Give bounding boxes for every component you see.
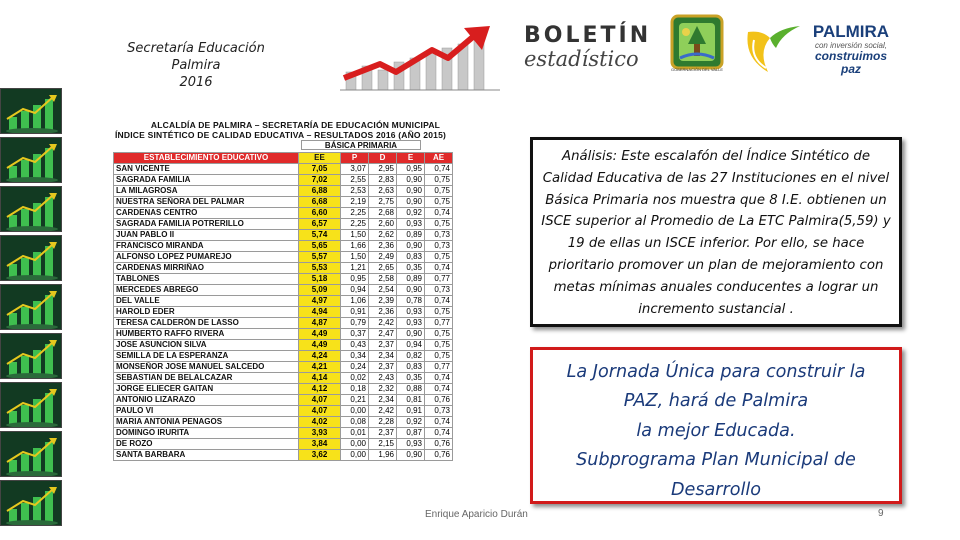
table-cell: 1,66	[341, 241, 369, 252]
table-row	[114, 428, 453, 439]
table-title: ALCALDÍA DE PALMIRA – SECRETARÍA DE EDUCACIÓN MUNICIPAL	[150, 120, 441, 130]
table-cell: 1,50	[341, 252, 369, 263]
table-cell: 2,15	[369, 439, 397, 450]
table-cell: 0,77	[425, 274, 453, 285]
jornada-line-4: Subprograma Plan Municipal de	[576, 450, 856, 471]
table-cell: 0,90	[397, 197, 425, 208]
ranking-table	[113, 152, 453, 461]
table-cell: 0,83	[397, 252, 425, 263]
table-cell: 2,53	[341, 186, 369, 197]
table-row	[114, 439, 453, 450]
table-cell: 2,34	[369, 395, 397, 406]
table-cell: 2,28	[369, 417, 397, 428]
column-header: E	[397, 153, 425, 164]
boletin-subtitle: estadístico	[524, 47, 639, 71]
table-cell: 0,75	[425, 340, 453, 351]
table-cell: 0,75	[425, 252, 453, 263]
table-cell: 0,89	[397, 274, 425, 285]
table-cell: 0,73	[425, 241, 453, 252]
table-cell: 2,25	[341, 219, 369, 230]
table-cell: 2,75	[369, 197, 397, 208]
table-cell: 0,92	[397, 208, 425, 219]
table-cell: 0,73	[425, 230, 453, 241]
table-row	[114, 406, 453, 417]
table-cell: 5,65	[299, 241, 341, 252]
table-cell: 0,79	[341, 318, 369, 329]
table-cell: 1,96	[369, 450, 397, 461]
column-header: EE	[299, 153, 341, 164]
table-cell: 4,07	[299, 395, 341, 406]
column-header: P	[341, 153, 369, 164]
table-cell: 0,90	[397, 450, 425, 461]
institution-name: SAGRADA FAMILIA	[114, 175, 299, 186]
table-cell: 0,88	[397, 384, 425, 395]
institution-name: HUMBERTO RAFFO RIVERA	[114, 329, 299, 340]
table-cell: 0,35	[397, 263, 425, 274]
table-cell: 0,95	[341, 274, 369, 285]
institution-name: CARDENAS MIRRIÑAO	[114, 263, 299, 274]
institution-name: DOMINGO IRURITA	[114, 428, 299, 439]
table-cell: 0,90	[397, 329, 425, 340]
table-cell: 0,91	[397, 406, 425, 417]
table-cell: 2,54	[369, 285, 397, 296]
table-cell: 2,32	[369, 384, 397, 395]
table-cell: 2,62	[369, 230, 397, 241]
table-cell: 0,74	[425, 263, 453, 274]
table-cell: 0,73	[425, 285, 453, 296]
table-row	[114, 351, 453, 362]
table-cell: 2,55	[341, 175, 369, 186]
table-cell: 1,21	[341, 263, 369, 274]
table-cell: 2,19	[341, 197, 369, 208]
table-cell: 2,39	[369, 296, 397, 307]
table-cell: 0,87	[397, 428, 425, 439]
table-cell: 4,14	[299, 373, 341, 384]
palmira-name: PALMIRA	[812, 22, 890, 41]
bar-chart-thumbnail-icon	[0, 235, 62, 281]
table-cell: 0,75	[425, 175, 453, 186]
table-cell: 0,00	[341, 406, 369, 417]
table-cell: 0,74	[425, 208, 453, 219]
institution-name: SAGRADA FAMILIA POTRERILLO	[114, 219, 299, 230]
table-cell: 0,00	[341, 439, 369, 450]
institution-name: SANTA BARBARA	[114, 450, 299, 461]
institution-name: JOSE ASUNCION SILVA	[114, 340, 299, 351]
table-row	[114, 296, 453, 307]
table-cell: 0,93	[397, 219, 425, 230]
header-line-2: Palmira	[171, 58, 221, 73]
table-row	[114, 285, 453, 296]
table-row	[114, 384, 453, 395]
table-cell: 4,87	[299, 318, 341, 329]
table-cell: 2,34	[369, 351, 397, 362]
jornada-line-1: La Jornada Única para construir la	[566, 362, 866, 382]
table-cell: 0,43	[341, 340, 369, 351]
table-row	[114, 274, 453, 285]
bar-chart-thumbnail-icon	[0, 382, 62, 428]
institution-name: TABLONES	[114, 274, 299, 285]
table-row	[114, 329, 453, 340]
table-cell: 5,53	[299, 263, 341, 274]
page-number: 9	[878, 508, 884, 519]
analysis-box: Análisis: Este escalafón del Índice Sintético de Calidad Educativa de las 27 Instituciones en el nivel Básica Primaria nos muestra que 8 I.E. obtienen un ISCE superior al Promedio de La ETC Palmira(5,59) y 19 de ellas un ISCE inferior. Por ello, se hace prioritario promover un plan de mejoramiento con metas mínimas anuales conducentes a lograr un incremento sustancial .	[530, 137, 902, 327]
table-cell: 0,91	[341, 307, 369, 318]
table-cell: 0,76	[425, 450, 453, 461]
table-cell: 4,49	[299, 340, 341, 351]
column-header: ESTABLECIMIENTO EDUCATIVO	[114, 153, 299, 164]
bar-chart-thumbnail-icon	[0, 480, 62, 526]
growth-arrow-icon	[340, 22, 500, 92]
table-cell: 2,36	[369, 241, 397, 252]
isce-ranking-table	[113, 120, 478, 492]
table-row	[114, 241, 453, 252]
table-cell: 0,74	[425, 417, 453, 428]
table-cell: 2,47	[369, 329, 397, 340]
table-cell: 2,42	[369, 318, 397, 329]
header-line-3: 2016	[179, 75, 213, 90]
column-header: AE	[425, 153, 453, 164]
table-cell: 5,57	[299, 252, 341, 263]
header-line-1: Secretaría Educación	[127, 41, 265, 56]
institution-name: MERCEDES ABREGO	[114, 285, 299, 296]
table-row	[114, 197, 453, 208]
table-cell: 6,60	[299, 208, 341, 219]
bar-chart-thumbnail-icon	[0, 431, 62, 477]
table-cell: 6,57	[299, 219, 341, 230]
table-row	[114, 252, 453, 263]
table-cell: 0,75	[425, 197, 453, 208]
table-cell: 0,93	[397, 318, 425, 329]
institution-name: HAROLD EDER	[114, 307, 299, 318]
institution-name: MARIA ANTONIA PENAGOS	[114, 417, 299, 428]
institution-name: SEMILLA DE LA ESPERANZA	[114, 351, 299, 362]
jornada-line-5: Desarrollo	[670, 479, 762, 500]
table-cell: 2,42	[369, 406, 397, 417]
table-cell: 0,18	[341, 384, 369, 395]
table-cell: 2,43	[369, 373, 397, 384]
palmira-logo-text	[807, 23, 895, 76]
table-cell: 2,60	[369, 219, 397, 230]
table-cell: 2,37	[369, 428, 397, 439]
table-row	[114, 186, 453, 197]
table-cell: 4,07	[299, 406, 341, 417]
institution-name: SEBASTIAN DE BELALCAZAR	[114, 373, 299, 384]
institution-name: DE ROZO	[114, 439, 299, 450]
column-header: D	[369, 153, 397, 164]
table-cell: 0,77	[425, 318, 453, 329]
jornada-line-2: PAZ, hará de Palmira	[623, 391, 809, 412]
table-cell: 3,93	[299, 428, 341, 439]
table-cell: 2,25	[341, 208, 369, 219]
palmira-tagline: con inversión social,	[814, 41, 888, 50]
table-cell: 0,90	[397, 186, 425, 197]
table-cell: 0,83	[397, 362, 425, 373]
section-label: BÁSICA PRIMARIA	[301, 140, 421, 150]
bar-chart-thumbnail-icon	[0, 284, 62, 330]
table-cell: 0,78	[397, 296, 425, 307]
table-row	[114, 362, 453, 373]
institution-name: JORGE ELIECER GAITAN	[114, 384, 299, 395]
institution-name: CARDENAS CENTRO	[114, 208, 299, 219]
table-cell: 3,07	[341, 164, 369, 175]
table-cell: 2,65	[369, 263, 397, 274]
table-cell: 2,58	[369, 274, 397, 285]
table-row	[114, 450, 453, 461]
table-cell: 0,02	[341, 373, 369, 384]
header-title	[118, 40, 274, 91]
table-cell: 7,05	[299, 164, 341, 175]
chart-thumbnail-strip	[0, 88, 62, 529]
table-cell: 0,90	[397, 241, 425, 252]
table-cell: 0,37	[341, 329, 369, 340]
table-cell: 0,01	[341, 428, 369, 439]
institution-name: JUAN PABLO II	[114, 230, 299, 241]
palmira-slogan: construimos paz	[814, 49, 887, 76]
institution-name: LA MILAGROSA	[114, 186, 299, 197]
table-header-row	[114, 153, 453, 164]
table-cell: 0,77	[425, 362, 453, 373]
institution-name: TERESA CALDERÓN DE LASSO	[114, 318, 299, 329]
table-cell: 0,75	[425, 186, 453, 197]
table-cell: 0,76	[425, 395, 453, 406]
table-cell: 0,95	[397, 164, 425, 175]
jornada-line-3: la mejor Educada.	[636, 420, 796, 441]
table-cell: 0,73	[425, 406, 453, 417]
table-cell: 2,63	[369, 186, 397, 197]
table-cell: 0,08	[341, 417, 369, 428]
table-cell: 5,74	[299, 230, 341, 241]
table-row	[114, 164, 453, 175]
table-cell: 0,74	[425, 164, 453, 175]
table-cell: 6,68	[299, 197, 341, 208]
bar-chart-thumbnail-icon	[0, 186, 62, 232]
table-row	[114, 263, 453, 274]
table-cell: 0,93	[397, 439, 425, 450]
table-cell: 0,75	[425, 329, 453, 340]
table-cell: 0,82	[397, 351, 425, 362]
table-cell: 1,50	[341, 230, 369, 241]
table-cell: 4,94	[299, 307, 341, 318]
table-cell: 0,74	[425, 296, 453, 307]
table-cell: 0,75	[425, 307, 453, 318]
table-row	[114, 395, 453, 406]
table-row	[114, 307, 453, 318]
table-cell: 6,88	[299, 186, 341, 197]
table-cell: 0,75	[425, 219, 453, 230]
table-cell: 2,36	[369, 307, 397, 318]
table-cell: 2,37	[369, 340, 397, 351]
table-cell: 0,94	[341, 285, 369, 296]
table-cell: 0,94	[397, 340, 425, 351]
table-row	[114, 175, 453, 186]
table-cell: 0,74	[425, 428, 453, 439]
table-cell: 4,97	[299, 296, 341, 307]
table-cell: 4,12	[299, 384, 341, 395]
bar-chart-thumbnail-icon	[0, 137, 62, 183]
institution-name: MONSEÑOR JOSE MANUEL SALCEDO	[114, 362, 299, 373]
table-row	[114, 340, 453, 351]
table-cell: 2,37	[369, 362, 397, 373]
table-cell: 0,00	[341, 450, 369, 461]
institution-name: SAN VICENTE	[114, 164, 299, 175]
table-cell: 3,62	[299, 450, 341, 461]
boletin-logo	[524, 23, 652, 71]
table-cell: 0,74	[425, 384, 453, 395]
table-row	[114, 373, 453, 384]
table-cell: 5,09	[299, 285, 341, 296]
table-cell: 0,21	[341, 395, 369, 406]
table-cell: 0,24	[341, 362, 369, 373]
jornada-unica-box	[530, 347, 902, 504]
table-subtitle: ÍNDICE SINTÉTICO DE CALIDAD EDUCATIVA – RESULTADOS 2016 (AÑO 2015)	[115, 130, 447, 140]
institution-name: FRANCISCO MIRANDA	[114, 241, 299, 252]
table-row	[114, 219, 453, 230]
table-cell: 2,83	[369, 175, 397, 186]
table-row	[114, 230, 453, 241]
bar-chart-thumbnail-icon	[0, 333, 62, 379]
table-cell: 5,18	[299, 274, 341, 285]
table-cell: 0,92	[397, 417, 425, 428]
table-cell: 0,90	[397, 175, 425, 186]
table-cell: 4,21	[299, 362, 341, 373]
table-cell: 0,90	[397, 285, 425, 296]
footer-author: Enrique Aparicio Durán	[425, 509, 528, 520]
institution-name: ANTONIO LIZARAZO	[114, 395, 299, 406]
institution-name: DEL VALLE	[114, 296, 299, 307]
table-cell: 1,06	[341, 296, 369, 307]
table-cell: 0,34	[341, 351, 369, 362]
table-cell: 2,49	[369, 252, 397, 263]
crest-label: GOBERNACIÓN DEL VALLE	[670, 67, 723, 72]
table-cell: 4,02	[299, 417, 341, 428]
institution-name: ALFONSO LOPEZ PUMAREJO	[114, 252, 299, 263]
table-cell: 3,84	[299, 439, 341, 450]
table-cell: 0,75	[425, 351, 453, 362]
table-cell: 0,76	[425, 439, 453, 450]
table-cell: 0,89	[397, 230, 425, 241]
institution-name: PAULO VI	[114, 406, 299, 417]
table-cell: 0,93	[397, 307, 425, 318]
table-cell: 0,35	[397, 373, 425, 384]
bar-chart-thumbnail-icon	[0, 88, 62, 134]
table-cell: 7,02	[299, 175, 341, 186]
institution-name: NUESTRA SEÑORA DEL PALMAR	[114, 197, 299, 208]
table-cell: 2,95	[369, 164, 397, 175]
table-row	[114, 208, 453, 219]
table-cell: 4,24	[299, 351, 341, 362]
table-cell: 0,74	[425, 373, 453, 384]
table-cell: 2,68	[369, 208, 397, 219]
table-cell: 4,49	[299, 329, 341, 340]
table-row	[114, 318, 453, 329]
table-cell: 0,81	[397, 395, 425, 406]
boletin-title: BOLETÍN	[524, 23, 652, 48]
table-row	[114, 417, 453, 428]
